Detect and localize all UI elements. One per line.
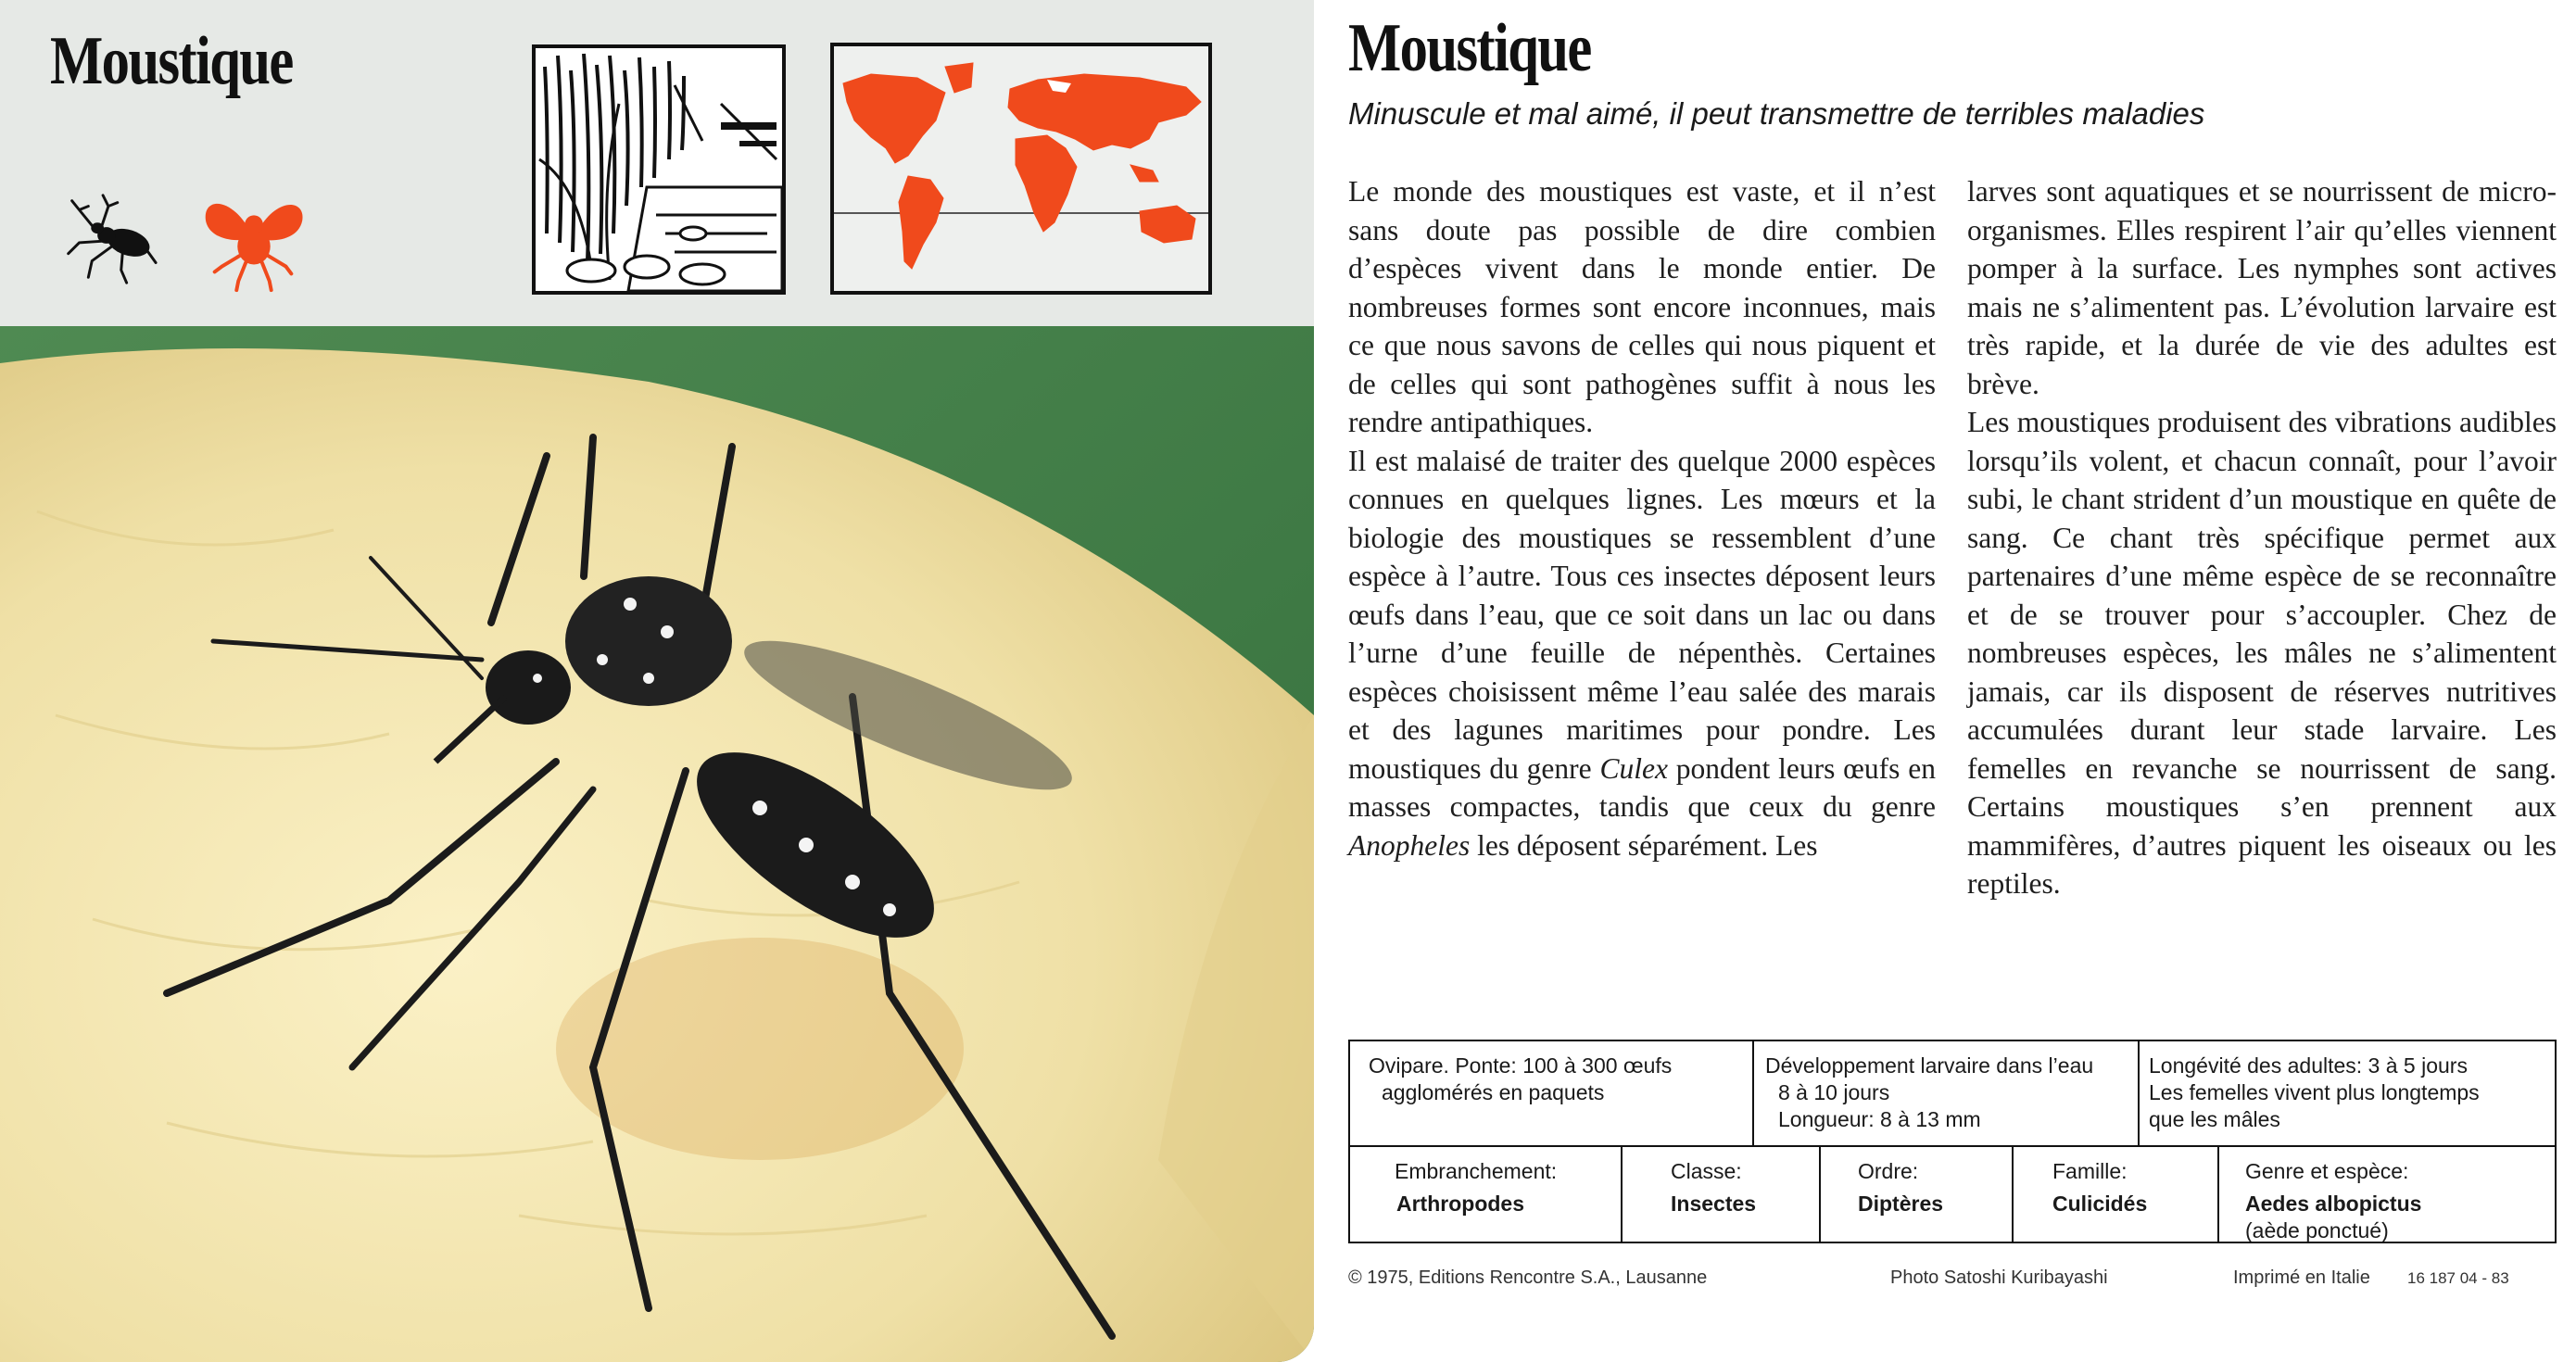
paragraph-text: pondent leurs œufs en masses compactes, tandis que ceux du genre bbox=[1348, 751, 1936, 823]
divider bbox=[2217, 1147, 2219, 1242]
front-header bbox=[0, 0, 1314, 326]
reproduction-text: agglomérés en paquets bbox=[1382, 1080, 1605, 1104]
taxonomy-value: Insectes bbox=[1671, 1192, 1757, 1216]
divider bbox=[1819, 1147, 1821, 1242]
fly-icon bbox=[195, 178, 313, 298]
facts-row-biology bbox=[1350, 1041, 2555, 1147]
copyright: © 1975, Editions Rencontre S.A., Lausanne bbox=[1348, 1267, 1708, 1288]
longevity-cell bbox=[2149, 1053, 2547, 1156]
reproduction-text: Ovipare. Ponte: 100 à 300 œufs bbox=[1369, 1053, 1673, 1078]
taxonomy-label: Ordre: bbox=[1858, 1159, 1919, 1183]
card-back bbox=[1323, 0, 2576, 1362]
taxonomy-label: Famille: bbox=[2052, 1159, 2128, 1183]
paragraph-text: Il est malaisé de traiter des quelque 2000 espèces connues en quelques lignes. Les mœurs et la biologie des moustiques se ressemblent d’une espèce à l’autre. Tous ces insectes déposent leurs œufs dans l’eau, que ce soit dans un lac ou dans l’urne d’une feuille de népenthès. Certaines espèces choisissent même l’eau salée des marais et des lagunes maritimes pour pondre. Les moustiques du genre bbox=[1348, 444, 1936, 785]
longevity-text: Longévité des adultes: 3 à 5 jours bbox=[2149, 1053, 2468, 1078]
taxonomy-value: Aedes albopictus bbox=[2245, 1192, 2422, 1216]
paragraph: Les moustiques produisent des vibrations audibles lorsqu’ils volent, et chacun connaît, pour l’avoir subi, le chant strident d’un moustique en quête de sang. Ce chant très spécifique permet aux partenaires d’une même espèce de se reconnaître et de se trouver pour s’accoupler. Chez de nombreuses espèces, les mâles ne s’alimentent jamais, car ils disposent de réserves nutritives accumulées durant leur stade larvaire. Les femelles en revanche se nourrissent de sang. Certains moustiques s’en prennent aux mammifères, d’autres piquent les oiseaux ou les reptiles. bbox=[1967, 406, 2557, 900]
paragraph bbox=[1348, 442, 1936, 865]
facts-row-taxonomy bbox=[1350, 1147, 2555, 1242]
development-cell bbox=[1765, 1053, 2154, 1156]
longevity-text: Les femelles vivent plus longtemps bbox=[2149, 1080, 2480, 1104]
facts-table bbox=[1348, 1040, 2557, 1243]
front-title: Moustique bbox=[50, 23, 293, 99]
length-text: Longueur: 8 à 13 mm bbox=[1778, 1107, 1981, 1131]
mosquito-photo bbox=[0, 326, 1314, 1362]
development-text: 8 à 10 jours bbox=[1778, 1080, 1890, 1104]
printed-in: Imprimé en Italie bbox=[2233, 1267, 2370, 1288]
divider bbox=[2138, 1041, 2140, 1145]
common-name: (aède ponctué) bbox=[2245, 1218, 2389, 1242]
text-column-1 bbox=[1348, 172, 1936, 864]
taxonomy-label: Genre et espèce: bbox=[2245, 1159, 2409, 1183]
paragraph-text: les déposent séparément. Les bbox=[1470, 828, 1818, 862]
divider bbox=[1752, 1041, 1754, 1145]
classe-cell bbox=[1671, 1158, 1837, 1253]
paragraph: larves sont aquatiques et se nourrissent de micro-organismes. Elles respirent l’air qu’elles viennent pomper à la surface. Les nymphes sont actives mais ne s’alimentent pas. L’évolution larvaire est très rapide, et la durée de vie des adultes est brève. bbox=[1967, 175, 2557, 400]
genus-culex: Culex bbox=[1599, 751, 1668, 785]
card-code: 16 187 04 - 83 bbox=[2407, 1269, 2509, 1287]
taxonomy-value: Diptères bbox=[1858, 1192, 1944, 1216]
photo-credit: Photo Satoshi Kuribayashi bbox=[1890, 1267, 2108, 1288]
divider bbox=[1621, 1147, 1623, 1242]
genre-cell bbox=[2245, 1158, 2542, 1253]
famille-cell bbox=[2052, 1158, 2210, 1253]
taxonomy-value: Arthropodes bbox=[1396, 1192, 1524, 1216]
text-column-2 bbox=[1967, 172, 2557, 903]
ordre-cell bbox=[1858, 1158, 2006, 1253]
divider bbox=[2012, 1147, 2014, 1242]
world-distribution-map bbox=[830, 43, 1212, 295]
paragraph: Le monde des moustiques est vaste, et il n’est sans doute pas possible de dire combien d’espèces vivent dans le monde entier. De nombreuses formes sont encore inconnues, mais ce que nous savons de celles qui nous piquent et de celles qui sont pathogènes suffit à nous les rendre antipathiques. bbox=[1348, 175, 1936, 438]
taxonomy-label: Classe: bbox=[1671, 1159, 1742, 1183]
development-text: Développement larvaire dans l’eau bbox=[1765, 1053, 2094, 1078]
back-title: Moustique bbox=[1348, 10, 1591, 86]
back-subtitle: Minuscule et mal aimé, il peut transmettre de terribles maladies bbox=[1348, 96, 2205, 131]
habitat-pictogram bbox=[532, 44, 786, 295]
taxonomy-value: Culicidés bbox=[2052, 1192, 2148, 1216]
genus-anopheles: Anopheles bbox=[1348, 828, 1471, 862]
beetle-icon bbox=[52, 182, 161, 293]
reproduction-cell bbox=[1369, 1053, 1739, 1156]
taxonomy-label: Embranchement: bbox=[1395, 1159, 1558, 1183]
embranchement-cell bbox=[1395, 1158, 1626, 1253]
longevity-text: que les mâles bbox=[2149, 1107, 2280, 1131]
